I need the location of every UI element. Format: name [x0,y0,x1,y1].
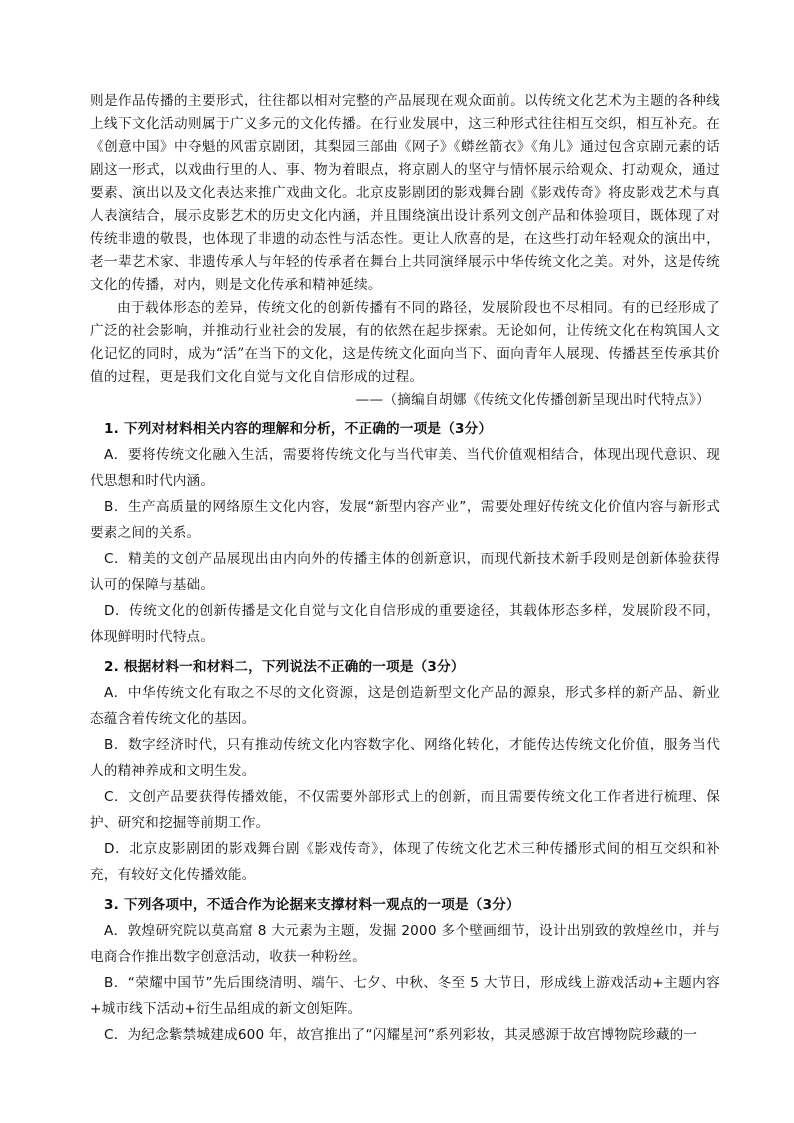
option-b: B．“荣耀中国节”先后围绕清明、端午、七夕、中秋、冬至 5 大节日，形成线上游戏活动+主题内容+城市线下活动+衍生品组成的新文创矩阵。 [90,975,720,1017]
option-c: C．为纪念紫禁城建成600 年，故宫推出了“闪耀星河”系列彩妆，其灵感源于故宫博物院珍藏的一 [104,1027,698,1043]
question-1 [90,416,720,650]
option-b: B．数字经济时代，只有推动传统文化内容数字化、网络化转化，才能传达传统文化价值，服务当代人的精神养成和文明生发。 [90,737,720,779]
questions-section [90,416,720,1048]
passage-paragraph-2: 由于载体形态的差异，传统文化的创新传播有不同的路径，发展阶段也不尽相同。有的已经形成了广泛的社会影响，并推动行业社会的发展，有的依然在起步探索。无论如何，让传统文化在构筑国人文化记忆的同时，成为“活”在当下的文化，这是传统文化面向当下、面向青年人展现、传播甚至传承其价值的过程，更是我们文化自觉与文化自信形成的过程。 [90,300,720,385]
question-stem: 1. 下列对材料相关内容的理解和分析，不正确的一项是（3分） [104,421,493,437]
option-d: D．北京皮影剧团的影戏舞台剧《影戏传奇》，体现了传统文化艺术三种传播形式间的相互交织和补充，有较好文化传播效能。 [90,841,720,883]
option-a: A．中华传统文化有取之不尽的文化资源，这是创造新型文化产品的源泉，形式多样的新产品、新业态蕴含着传统文化的基因。 [90,685,720,727]
question-2 [90,654,720,888]
option-c: C．文创产品要获得传播效能，不仅需要外部形式上的创新，而且需要传统文化工作者进行梳理、保护、研究和挖掘等前期工作。 [90,789,720,831]
question-3 [90,892,720,1048]
option-d: D．传统文化的创新传播是文化自觉与文化自信形成的重要途径，其载体形态多样，发展阶段不同，体现鲜明时代特点。 [90,603,720,645]
option-a: A．敦煌研究院以莫高窟 8 大元素为主题，发掘 2000 多个壁画细节，设计出别致的敦煌丝巾，并与电商合作推出数字创意活动，收获一种粉丝。 [90,923,720,965]
question-stem: 3. 下列各项中，不适合作为论据来支撑材料一观点的一项是（3分） [104,897,520,913]
question-stem: 2. 根据材料一和材料二，下列说法不正确的一项是（3分） [104,659,465,675]
document-page [90,90,720,1048]
reading-passage [90,90,720,412]
option-a: A．要将传统文化融入生活，需要将传统文化与当代审美、当代价值观相结合，体现出现代意识、现代思想和时代内涵。 [90,447,720,489]
option-b: B．生产高质量的网络原生文化内容，发展“新型内容产业”，需要处理好传统文化价值内容与新形式要素之间的关系。 [90,499,720,541]
option-c: C．精美的文创产品展现出由内向外的传播主体的创新意识，而现代新技术新手段则是创新体验获得认可的保障与基础。 [90,551,720,593]
passage-source: ——（摘编自胡娜《传统文化传播创新呈现出时代特点》） [355,392,710,408]
passage-paragraph-1: 则是作品传播的主要形式，往往都以相对完整的产品展现在观众面前。以传统文化艺术为主题的各种线上线下文化活动则属于广义多元的文化传播。在行业发展中，这三种形式往往相互交织，相互补充。在《创意中国》中夺魁的风雷京剧团，其梨园三部曲《网子》《蟒丝箭衣》《角儿》通过包含京剧元素的话剧这一形式，以戏曲行里的人、事、物为着眼点，将京剧人的坚守与情怀展示给观众、打动观众，通过要素、演出以及文化表达来推广戏曲文化。北京皮影剧团的影戏舞台剧《影戏传奇》将皮影戏艺术与真人表演结合，展示皮影艺术的历史文化内涵，并且围绕演出设计系列文创产品和体验项目，既体现了对传统非遗的敬畏，也体现了非遗的动态性与活态性。更让人欣喜的是，在这些打动年轻观众的演出中，老一辈艺术家、非遗传承人与年轻的传承者在舞台上共同演绎展示中华传统文化之美。对外，这是传统文化的传播，对内，则是文化传承和精神延续。 [90,93,720,293]
